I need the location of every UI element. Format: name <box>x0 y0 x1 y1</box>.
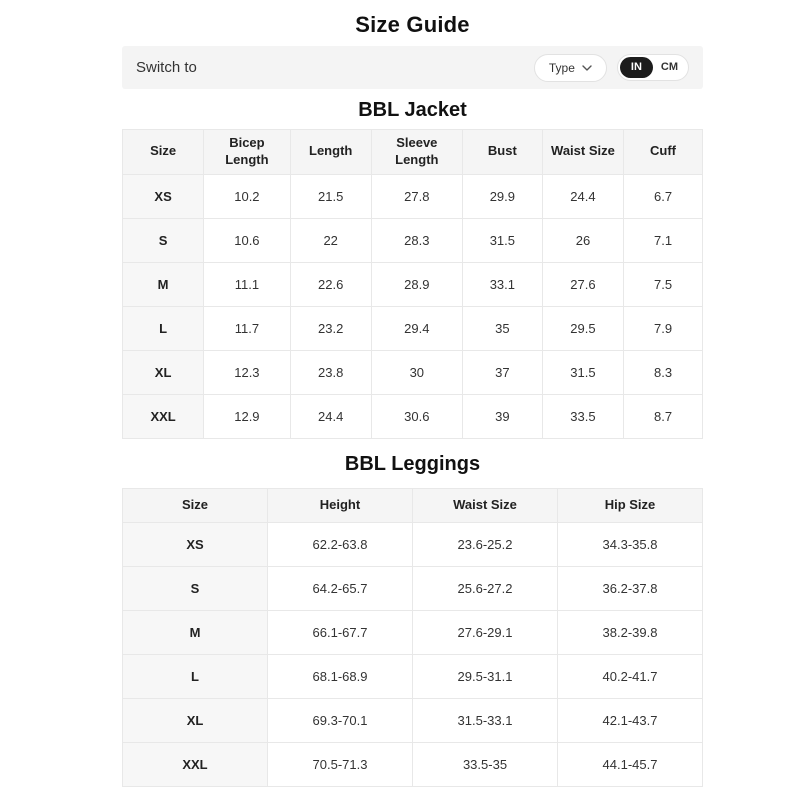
unit-toggle[interactable] <box>617 54 689 81</box>
value-cell: 40.2-41.7 <box>558 654 703 698</box>
size-cell: L <box>123 654 268 698</box>
column-header: Size <box>123 488 268 522</box>
type-dropdown[interactable] <box>534 54 607 82</box>
value-cell: 29.5-31.1 <box>413 654 558 698</box>
value-cell: 23.2 <box>290 306 371 350</box>
value-cell: 11.7 <box>204 306 290 350</box>
column-header: Bicep Length <box>204 130 290 175</box>
value-cell: 12.9 <box>204 394 290 438</box>
value-cell: 29.5 <box>542 306 623 350</box>
value-cell: 70.5-71.3 <box>268 742 413 786</box>
size-cell: XS <box>123 522 268 566</box>
value-cell: 38.2-39.8 <box>558 610 703 654</box>
column-header: Hip Size <box>558 488 703 522</box>
column-header: Sleeve Length <box>371 130 462 175</box>
unit-option-in[interactable]: IN <box>620 57 653 78</box>
value-cell: 21.5 <box>290 174 371 218</box>
table-row <box>123 654 703 698</box>
value-cell: 10.6 <box>204 218 290 262</box>
value-cell: 29.9 <box>462 174 542 218</box>
table-row <box>123 394 703 438</box>
value-cell: 22 <box>290 218 371 262</box>
size-cell: S <box>123 566 268 610</box>
value-cell: 44.1-45.7 <box>558 742 703 786</box>
table-row <box>123 566 703 610</box>
size-cell: M <box>123 262 204 306</box>
jacket-table-title: BBL Jacket <box>358 99 467 121</box>
table-row <box>123 350 703 394</box>
value-cell: 27.6-29.1 <box>413 610 558 654</box>
column-header: Length <box>290 130 371 175</box>
value-cell: 24.4 <box>542 174 623 218</box>
size-cell: XS <box>123 174 204 218</box>
table-row <box>123 218 703 262</box>
column-header: Size <box>123 130 204 175</box>
value-cell: 29.4 <box>371 306 462 350</box>
value-cell: 28.9 <box>371 262 462 306</box>
table-row <box>123 610 703 654</box>
value-cell: 22.6 <box>290 262 371 306</box>
table-row <box>123 306 703 350</box>
value-cell: 30.6 <box>371 394 462 438</box>
value-cell: 36.2-37.8 <box>558 566 703 610</box>
value-cell: 7.5 <box>624 262 703 306</box>
value-cell: 27.6 <box>542 262 623 306</box>
value-cell: 33.5-35 <box>413 742 558 786</box>
column-header: Waist Size <box>542 130 623 175</box>
value-cell: 42.1-43.7 <box>558 698 703 742</box>
value-cell: 12.3 <box>204 350 290 394</box>
value-cell: 10.2 <box>204 174 290 218</box>
size-guide-page <box>122 12 703 787</box>
column-header: Waist Size <box>413 488 558 522</box>
switch-toolbar <box>122 46 703 89</box>
size-cell: XL <box>123 350 204 394</box>
value-cell: 31.5 <box>462 218 542 262</box>
value-cell: 11.1 <box>204 262 290 306</box>
value-cell: 26 <box>542 218 623 262</box>
value-cell: 8.7 <box>624 394 703 438</box>
size-cell: S <box>123 218 204 262</box>
value-cell: 33.1 <box>462 262 542 306</box>
value-cell: 62.2-63.8 <box>268 522 413 566</box>
toolbar-controls <box>534 54 689 82</box>
table-row <box>123 174 703 218</box>
value-cell: 68.1-68.9 <box>268 654 413 698</box>
value-cell: 7.1 <box>624 218 703 262</box>
value-cell: 27.8 <box>371 174 462 218</box>
value-cell: 7.9 <box>624 306 703 350</box>
value-cell: 33.5 <box>542 394 623 438</box>
value-cell: 69.3-70.1 <box>268 698 413 742</box>
value-cell: 24.4 <box>290 394 371 438</box>
leggings-table-header <box>123 488 703 522</box>
table-row <box>123 262 703 306</box>
size-cell: L <box>123 306 204 350</box>
column-header: Bust <box>462 130 542 175</box>
value-cell: 23.6-25.2 <box>413 522 558 566</box>
value-cell: 39 <box>462 394 542 438</box>
value-cell: 6.7 <box>624 174 703 218</box>
size-cell: XXL <box>123 742 268 786</box>
unit-option-cm[interactable]: CM <box>660 61 678 73</box>
table-row <box>123 698 703 742</box>
value-cell: 35 <box>462 306 542 350</box>
value-cell: 28.3 <box>371 218 462 262</box>
value-cell: 31.5-33.1 <box>413 698 558 742</box>
value-cell: 30 <box>371 350 462 394</box>
value-cell: 37 <box>462 350 542 394</box>
size-cell: M <box>123 610 268 654</box>
value-cell: 25.6-27.2 <box>413 566 558 610</box>
column-header: Height <box>268 488 413 522</box>
page-title: Size Guide <box>355 12 470 37</box>
size-cell: XXL <box>123 394 204 438</box>
value-cell: 34.3-35.8 <box>558 522 703 566</box>
value-cell: 64.2-65.7 <box>268 566 413 610</box>
value-cell: 31.5 <box>542 350 623 394</box>
size-cell: XL <box>123 698 268 742</box>
value-cell: 23.8 <box>290 350 371 394</box>
jacket-table-header <box>123 130 703 175</box>
leggings-table-title: BBL Leggings <box>344 452 481 475</box>
value-cell: 66.1-67.7 <box>268 610 413 654</box>
table-row <box>123 742 703 786</box>
chevron-down-icon <box>582 65 592 71</box>
leggings-size-table <box>122 488 703 787</box>
jacket-size-table <box>122 129 703 439</box>
switch-to-label: Switch to <box>136 59 197 76</box>
value-cell: 8.3 <box>624 350 703 394</box>
table-row <box>123 522 703 566</box>
column-header: Cuff <box>624 130 703 175</box>
type-dropdown-label: Type <box>548 60 575 75</box>
